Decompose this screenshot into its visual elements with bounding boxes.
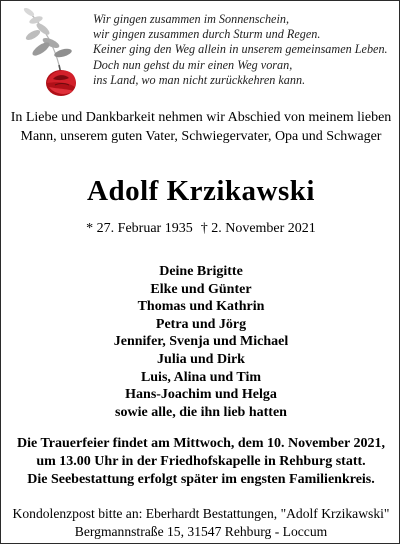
poem (93, 12, 398, 88)
poem-line: Keiner ging den Weg allein in unserem gemeinsamen Leben. (93, 42, 388, 57)
red-rose-icon (19, 3, 91, 99)
condolence-address (1, 505, 400, 541)
condolence-line: Kondolenzpost bitte an: Eberhardt Bestattungen, "Adolf Krzikawski" (12, 506, 390, 521)
mourner-entry: Luis, Alina und Tim (140, 369, 262, 385)
mourner-entry: Hans-Joachim und Helga (125, 387, 277, 403)
funeral-line: Die Seebestattung erfolgt später im engsten Familienkreis. (27, 472, 375, 487)
birth-date: * 27. Februar 1935 (86, 221, 193, 236)
header (1, 1, 400, 101)
mourners-list (1, 263, 400, 421)
funeral-line: Die Trauerfeier findet am Mittwoch, dem 10. November 2021, (17, 436, 385, 451)
poem-line: wir gingen zusammen durch Sturm und Regen. (93, 27, 321, 42)
intro-line: Mann, unserem guten Vater, Schwiegervater, Opa und Schwager (20, 128, 382, 144)
funeral-line: um 13.00 Uhr in der Friedhofskapelle in Rehburg statt. (36, 454, 366, 469)
mourner-entry: Julia und Dirk (157, 351, 245, 367)
intro-text (7, 109, 395, 146)
death-date: † 2. November 2021 (200, 221, 316, 236)
mourner-entry: Jennifer, Svenja und Michael (113, 334, 289, 350)
poem-line: Wir gingen zusammen im Sonnenschein, (93, 12, 289, 26)
mourner-entry: Thomas und Kathrin (137, 299, 265, 315)
intro-line: In Liebe und Dankbarkeit nehmen wir Abschied von meinem lieben (10, 110, 392, 125)
deceased-name: Adolf Krzikawski (87, 175, 315, 207)
mourner-entry: Petra und Jörg (155, 316, 247, 332)
poem-line: Doch nun gehst du mir einen Weg voran, (93, 57, 293, 72)
mourner-entry: sowie alle, die ihn lieb hatten (115, 404, 287, 420)
life-dates (1, 220, 400, 238)
mourner-entry: Elke und Günter (150, 281, 252, 297)
condolence-line: Bergmannstraße 15, 31547 Rehburg - Loccum (74, 524, 328, 539)
funeral-info (1, 435, 400, 489)
mourner-entry: Deine Brigitte (159, 264, 243, 279)
poem-line: ins Land, wo man nicht zurückkehren kann. (93, 72, 306, 87)
